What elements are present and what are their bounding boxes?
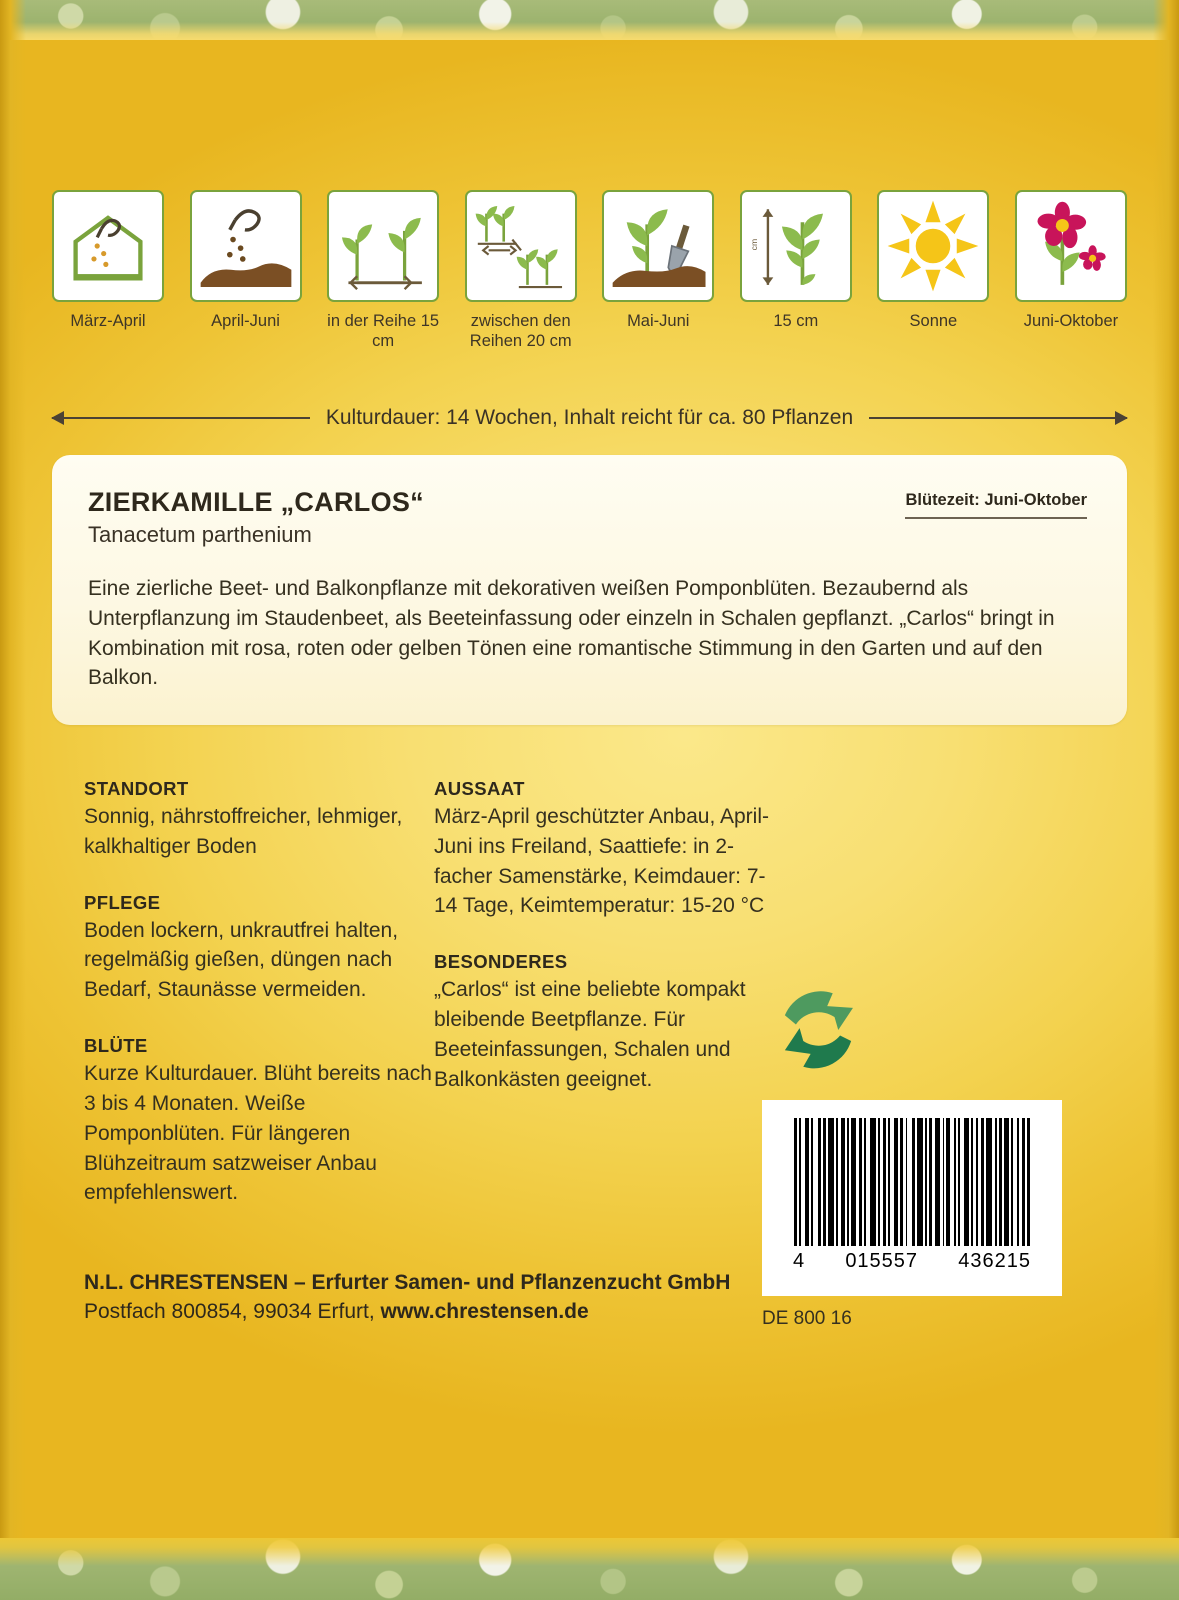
flowering-time-badge: Blütezeit: Juni-Oktober bbox=[905, 491, 1087, 519]
website-link[interactable]: www.chrestensen.de bbox=[380, 1300, 589, 1324]
bottom-fade-overlay bbox=[0, 1538, 1179, 1600]
top-fade-overlay bbox=[0, 0, 1179, 40]
company-address bbox=[84, 1297, 734, 1326]
flowering-period-icon bbox=[1015, 190, 1127, 302]
icon-label: April-Juni bbox=[211, 312, 280, 330]
icon-label: 15 cm bbox=[773, 312, 819, 330]
greenhouse-sowing-icon bbox=[52, 190, 164, 302]
arrow-right bbox=[869, 417, 1127, 419]
section-heading-aussaat: AUSSAAT bbox=[434, 778, 525, 799]
icon-cell-row-spacing bbox=[327, 190, 439, 351]
icon-label: Sonne bbox=[909, 312, 958, 330]
barcode-group-1: 015557 bbox=[845, 1250, 919, 1272]
address-text: Postfach 800854, 99034 Erfurt, bbox=[84, 1300, 381, 1324]
top-photo-strip bbox=[0, 0, 1179, 40]
left-edge-gradient bbox=[0, 0, 26, 1600]
section-body-besonderes: „Carlos“ ist eine beliebte kompakt bleibende Beetpflanze. Für Beeteinfassungen, Schalen und Balkonkästen geeignet. bbox=[434, 978, 746, 1091]
cultivation-icon-row bbox=[52, 190, 1127, 351]
section-body-aussaat: März-April geschützter Anbau, April-Juni ins Freiland, Saattiefe: in 2-facher Samenstärke, Keimdauer: 7-14 Tage, Keimtemperatur: 15-20 °C bbox=[434, 805, 769, 918]
barcode-digit-left: 4 bbox=[793, 1250, 806, 1272]
icon-cell-sowing-greenhouse bbox=[52, 190, 164, 331]
barcode-number bbox=[787, 1250, 1037, 1273]
gruener-punkt-recycling-icon bbox=[772, 984, 864, 1076]
icon-label: zwischen den Reihen 20 cm bbox=[469, 312, 572, 351]
icon-label: Juni-Oktober bbox=[1023, 312, 1119, 330]
right-edge-gradient bbox=[1153, 0, 1179, 1600]
section-body-standort: Sonnig, nährstoffreicher, lehmiger, kalkhaltiger Boden bbox=[84, 805, 403, 858]
section-body-bluete: Kurze Kulturdauer. Blüht bereits nach 3 bis 4 Monaten. Weiße Pomponblüten. Für längeren Blühzeitraum satzweiser Anbau empfehlenswert. bbox=[84, 1062, 432, 1205]
column-right bbox=[434, 778, 774, 1238]
footer bbox=[84, 1268, 734, 1327]
section-heading-besonderes: BESONDERES bbox=[434, 951, 568, 973]
kulturdauer-text: Kulturdauer: 14 Wochen, Inhalt reicht für ca. 80 Pflanzen bbox=[325, 406, 854, 429]
icon-label: in der Reihe 15 cm bbox=[327, 312, 440, 351]
icon-cell-sun bbox=[877, 190, 989, 331]
page-title: ZIERKAMILLE „CARLOS“ bbox=[88, 487, 424, 517]
kulturdauer-bar bbox=[52, 398, 1127, 438]
section-heading-standort: STANDORT bbox=[84, 778, 189, 799]
arrow-left bbox=[52, 417, 310, 419]
section-heading-bluete: BLÜTE bbox=[84, 1035, 148, 1057]
section-heading-pflege: PFLEGE bbox=[84, 891, 161, 913]
section-body-pflege: Boden lockern, unkrautfrei halten, regelmäßig gießen, düngen nach Bedarf, Staunässe vermeiden. bbox=[84, 918, 399, 1002]
row-spacing-icon bbox=[327, 190, 439, 302]
icon-label: März-April bbox=[70, 312, 146, 330]
barcode-group-2: 436215 bbox=[958, 1250, 1031, 1272]
barcode-bars bbox=[794, 1118, 1030, 1246]
plant-height-icon bbox=[740, 190, 852, 302]
icon-cell-flowering bbox=[1015, 190, 1127, 331]
company-name: N.L. CHRESTENSEN – Erfurter Samen- und Pflanzenzucht GmbH bbox=[84, 1271, 731, 1294]
icon-cell-planting bbox=[602, 190, 714, 331]
bottom-photo-strip bbox=[0, 1538, 1179, 1600]
between-rows-spacing-icon bbox=[465, 190, 577, 302]
icon-cell-plant-height bbox=[740, 190, 852, 331]
column-left bbox=[84, 778, 434, 1238]
planting-trowel-icon bbox=[602, 190, 714, 302]
icon-label: Mai-Juni bbox=[627, 312, 690, 330]
variety-description: Eine zierliche Beet- und Balkonpflanze mit dekorativen weißen Pomponblüten. Bezaubernd als Unterpflanzung im Staudenbeet, als Beeteinfassung oder einzeln in Schalen gepflanzt. „Carlos“ bringt in Kombination mit rosa, roten oder gelben Tönen eine romantische Stimmung in den Garten und auf den Balkon. bbox=[88, 577, 1055, 690]
sun-icon bbox=[877, 190, 989, 302]
barcode bbox=[762, 1100, 1062, 1296]
svg-text:cm: cm bbox=[748, 238, 759, 251]
icon-cell-sowing-outdoors bbox=[190, 190, 302, 331]
botanical-name: Tanacetum parthenium bbox=[88, 522, 312, 547]
icon-cell-between-rows bbox=[465, 190, 577, 351]
variety-description-card bbox=[52, 455, 1127, 725]
article-code: DE 800 16 bbox=[762, 1308, 852, 1329]
hand-sowing-soil-icon bbox=[190, 190, 302, 302]
